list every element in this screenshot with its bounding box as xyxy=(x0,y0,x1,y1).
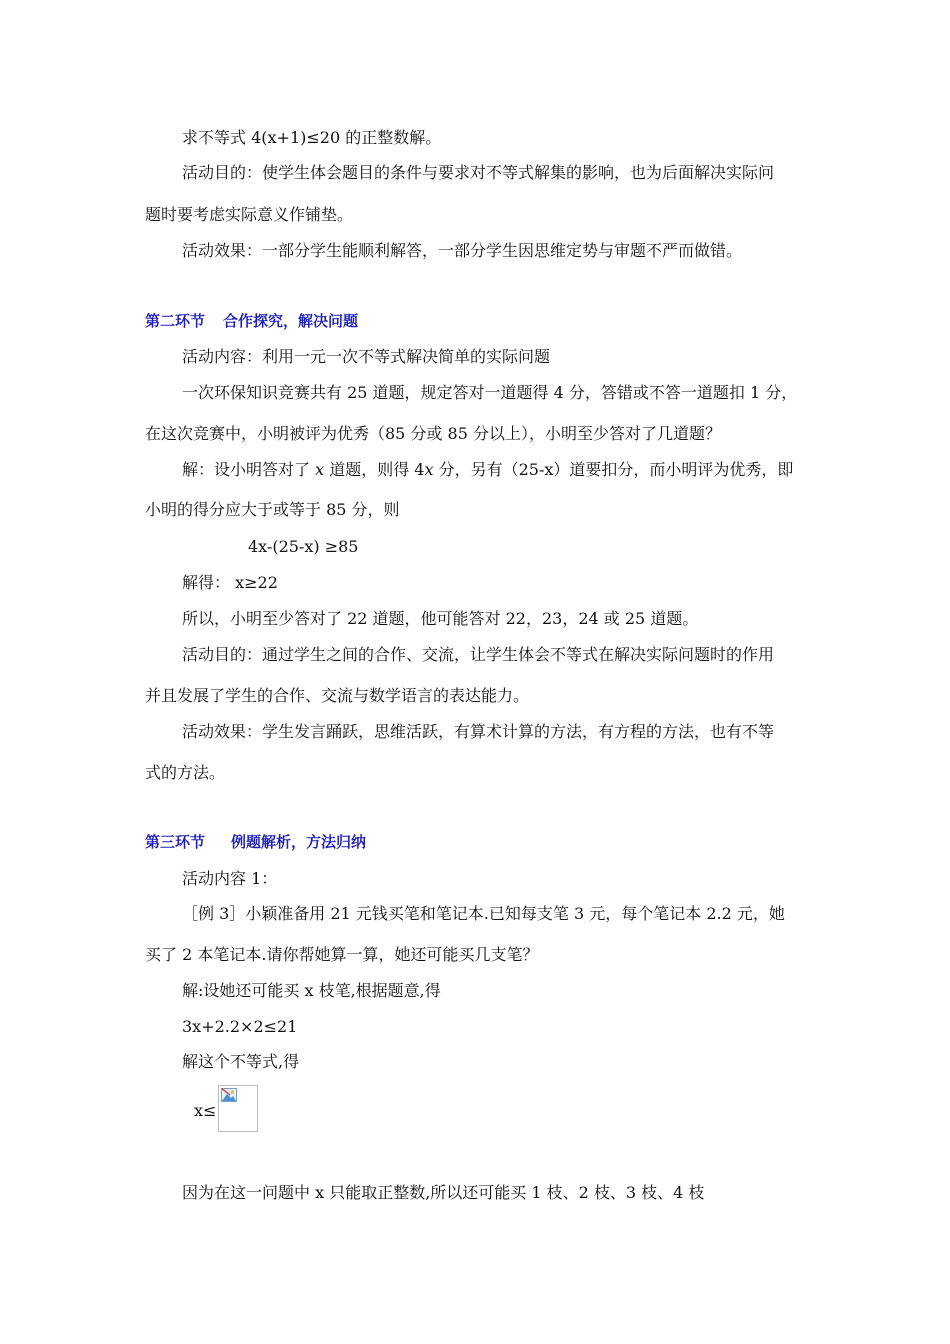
activity-effect: 活动效果：一部分学生能顺利解答，一部分学生因思维定势与审题不严而做错。 xyxy=(182,241,743,260)
exercise-text: 求不等式 4(x+1)≤20 的正整数解。 xyxy=(182,128,442,147)
conclusion-line: 所以，小明至少答对了 22 道题，他可能答对 22，23，24 或 25 道题。 xyxy=(182,609,699,628)
solution-line-1 xyxy=(182,460,793,480)
final-conclusion: 因为在这一问题中 x 只能取正整数,所以还可能买 1 枝、2 枝、3 枝、4 枝 xyxy=(182,1183,705,1202)
section-2-title: 合作探究，解决问题 xyxy=(223,312,359,330)
solution-line-2: 小明的得分应大于或等于 85 分，则 xyxy=(145,500,400,519)
section-2-label: 第二环节 xyxy=(145,312,206,330)
example-line-1: ［例 3］小颖准备用 21 元钱买笔和笔记本.已知每支笔 3 元，每个笔记本 2.2 元，她 xyxy=(182,904,785,923)
activity-purpose-line-2: 题时要考虑实际意义作铺垫。 xyxy=(145,205,354,224)
solution-text-b: 道题，则得 4 xyxy=(324,460,425,479)
activity-purpose-2-line-2: 并且发展了学生的合作、交流与数学语言的表达能力。 xyxy=(145,686,530,705)
section-heading-3 xyxy=(145,832,366,852)
variable-x-2: x xyxy=(424,460,434,479)
activity-content: 活动内容：利用一元一次不等式解决简单的实际问题 xyxy=(182,347,551,366)
section-3-label: 第三环节 xyxy=(145,833,206,851)
broken-image-placeholder xyxy=(218,1085,258,1132)
solution-text-a: 解：设小明答对了 xyxy=(182,460,316,479)
activity-effect-2-line-2: 式的方法。 xyxy=(145,763,226,782)
example-line-2: 买了 2 本笔记本.请你帮她算一算，她还可能买几支笔？ xyxy=(145,945,539,964)
example-equation: 3x+2.2×2≤21 xyxy=(182,1017,298,1036)
solution-text-c: 分，另有（25-x）道要扣分，而小明评为优秀，即 xyxy=(433,460,794,479)
broken-image-icon xyxy=(221,1088,237,1102)
section-3-title: 例题解析，方法归纳 xyxy=(231,833,367,851)
example-solution-1: 解:设她还可能买 x 枝笔,根据题意,得 xyxy=(182,981,441,1000)
variable-x: x xyxy=(315,460,325,479)
inequality-equation: 4x-(25-x) ≥85 xyxy=(248,537,359,556)
activity-purpose-line-1: 活动目的：使学生体会题目的条件与要求对不等式解集的影响，也为后面解决实际问 xyxy=(182,163,775,182)
activity-purpose-2-line-1: 活动目的：通过学生之间的合作、交流，让学生体会不等式在解决实际问题时的作用 xyxy=(182,645,775,664)
solution-result: 解得： x≥22 xyxy=(182,573,278,592)
example-result: x≤ xyxy=(194,1101,217,1120)
example-solution-2: 解这个不等式,得 xyxy=(182,1052,300,1071)
activity-effect-2-line-1: 活动效果：学生发言踊跃，思维活跃，有算术计算的方法，有方程的方法，也有不等 xyxy=(182,722,775,741)
problem-line-2: 在这次竞赛中，小明被评为优秀（85 分或 85 分以上），小明至少答对了几道题？ xyxy=(145,424,721,443)
activity-content-1: 活动内容 1： xyxy=(182,869,278,888)
section-heading-2 xyxy=(145,311,358,331)
problem-line-1: 一次环保知识竞赛共有 25 道题，规定答对一道题得 4 分，答错或不答一道题扣 1 分， xyxy=(182,383,798,402)
